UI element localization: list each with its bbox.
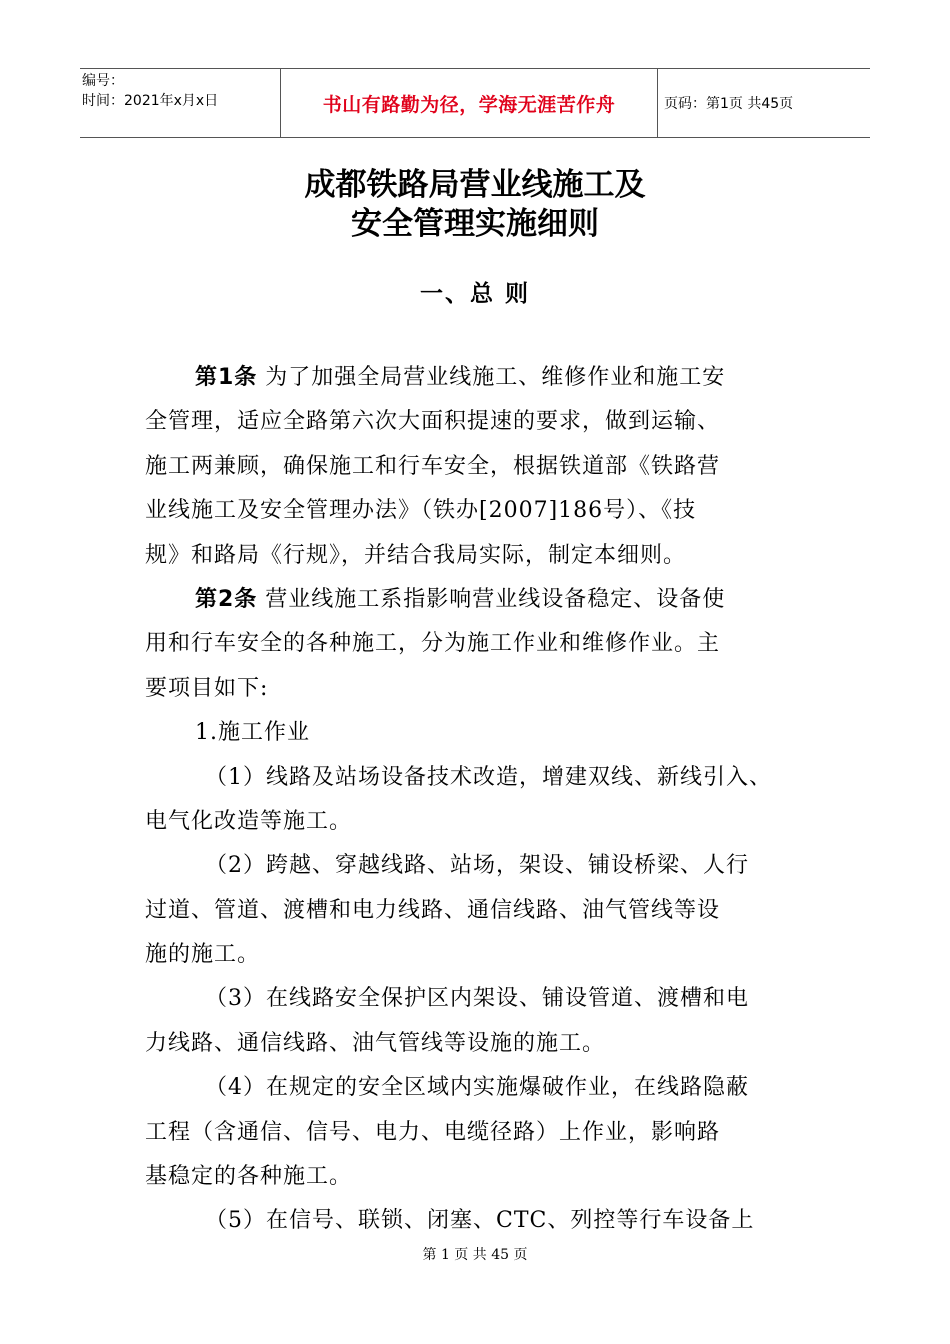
body-line: 第1条 为了加强全局营业线施工、维修作业和施工安 xyxy=(195,365,726,390)
body-line: （1）线路及站场设备技术改造，增建双线、新线引入、 xyxy=(205,764,772,790)
body-line: 工程（含通信、信号、电力、电缆径路）上作业，影响路 xyxy=(145,1119,721,1145)
document-body xyxy=(145,356,835,1244)
body-line: （4）在规定的安全区域内实施爆破作业，在线路隐蔽 xyxy=(205,1075,749,1101)
body-line: 用和行车安全的各种施工，分为施工作业和维修作业。主 xyxy=(145,631,721,657)
body-line: （5）在信号、联锁、闭塞、CTC、列控等行车设备上 xyxy=(205,1208,755,1234)
body-line: 基稳定的各种施工。 xyxy=(145,1164,353,1190)
header-meta xyxy=(80,69,281,137)
header-motto: 书山有路勤为径，学海无涯苦作舟 xyxy=(281,69,658,137)
article-number: 第2条 xyxy=(195,586,258,612)
section-heading: 一、总 则 xyxy=(419,281,530,307)
body-line: 过道、管道、渡槽和电力线路、通信线路、油气管线等设 xyxy=(145,897,721,923)
body-line: 规》和路局《行规》，并结合我局实际，制定本细则。 xyxy=(145,542,687,568)
body-line: 全管理，适应全路第六次大面积提速的要求，做到运输、 xyxy=(145,409,721,435)
article-number: 第1条 xyxy=(195,365,258,390)
body-line: 施的施工。 xyxy=(145,942,261,968)
body-line: 第2条 营业线施工系指影响营业线设备稳定、设备使 xyxy=(195,586,726,612)
body-line: （3）在线路安全保护区内架设、铺设管道、渡槽和电 xyxy=(205,986,749,1012)
document-title-line1: 成都铁路局营业线施工及 xyxy=(304,167,646,203)
body-line: 业线施工及安全管理办法》（铁办[2007]186号）、《技 xyxy=(145,498,697,524)
body-line: 1.施工作业 xyxy=(195,720,310,746)
number-label: 编号： xyxy=(82,73,124,89)
header-page-info: 页码：第1页 共45页 xyxy=(664,96,794,112)
body-line: 力线路、通信线路、油气管线等设施的施工。 xyxy=(145,1030,606,1056)
time-label: 时间：2021年x月x日 xyxy=(82,93,219,109)
body-line: 施工两兼顾，确保施工和行车安全，根据铁道部《铁路营 xyxy=(145,453,721,479)
body-line: 电气化改造等施工。 xyxy=(145,808,353,834)
page-footer: 第 1 页 共 45 页 xyxy=(422,1247,528,1263)
document-title-line2: 安全管理实施细则 xyxy=(351,206,599,242)
document-header xyxy=(80,68,870,138)
body-line: （2）跨越、穿越线路、站场，架设、铺设桥梁、人行 xyxy=(205,853,749,879)
body-line: 要项目如下: xyxy=(145,675,269,701)
